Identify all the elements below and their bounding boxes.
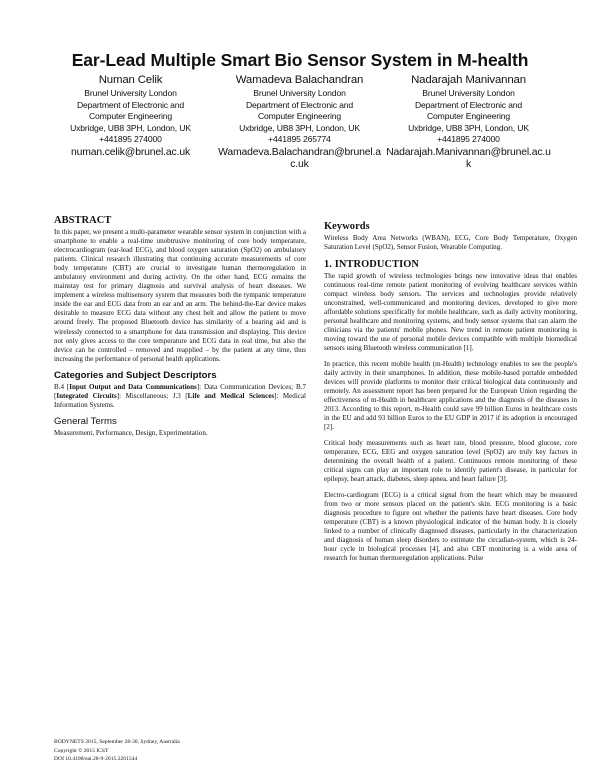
categories-part: ]: Data Communication Devices; B.7 [ bbox=[54, 382, 307, 400]
introduction-heading: 1. INTRODUCTION bbox=[324, 259, 420, 271]
author-university: Brunel University London bbox=[253, 88, 346, 98]
author-3 bbox=[384, 73, 553, 171]
intro-paragraph: Electro-cardiogram (ECG) is a critical signal from the heart which may be measured from two or more sensors placed on the patient's skin. ECG monitoring is a basic diagnosis procedure to figure out whether the patients have heart diseases. Core body temperature (CBT) is a known physiological indicator of the human body. It is closely linked to a number of clinically diagnosed diseases, particularly in the characterization and diagnosis of human sleep disorders to estimate the circadian-system, which is 24-hour cycle in biological processes [4], and also CBT monitoring is a wide area of research for human thermoregulation applications. Pulse bbox=[324, 490, 577, 562]
paper-title: Ear-Lead Multiple Smart Bio Sensor System in M-health bbox=[71, 50, 529, 70]
author-department: Department of Electronic and bbox=[76, 99, 185, 110]
author-1 bbox=[46, 73, 215, 171]
categories-text bbox=[54, 383, 306, 410]
categories-part-bold: Integrated Circuits bbox=[56, 391, 117, 400]
categories-part-bold: Life and Medical Sciences bbox=[187, 391, 275, 400]
author-name: Numan Celik bbox=[98, 74, 163, 86]
author-phone: +441895 274000 bbox=[437, 134, 500, 145]
author-department: Computer Engineering bbox=[427, 111, 510, 122]
categories-heading: Categories and Subject Descriptors bbox=[54, 369, 217, 381]
author-name: Wamadeva Balachandran bbox=[235, 74, 364, 86]
author-address: Uxbridge, UB8 3PH, London, UK bbox=[408, 122, 529, 133]
copyright-footer bbox=[54, 738, 314, 764]
doi-line: DOI 10.4108/eai.28-9-2015.2261544 bbox=[54, 756, 138, 763]
general-terms-text: Measurement, Performance, Design, Experimentation. bbox=[54, 428, 208, 437]
author-name: Nadarajah Manivannan bbox=[411, 74, 526, 86]
abstract-text: In this paper, we present a multi-parameter wearable sensor system in conjunction with a smartphone to enable a real-time unobtrusive monitoring of core body temperature, electrocardiogram (ear-lead ECG), and blood oxygen saturation (SpO2) on ambulatory patients. Clinical research illustrating that continuing accurate measurements of core body temperature (CBT) are crucial to investigate human thermoregulation in ambulatory environment and during activity. On the other hand, ECG remains the mainstay test for primary diagnosis and survival analysis of heart diseases. We implement a wireless multisensory system that measures both the tympanic temperature inside the ear and ECG data from an ear and an arm. The behind-the-Ear device makes desirable to measure ECG data without any chest belt and allow the patient to move around freely. The proposed Bluetooth device has similarity of a hearing aid and is wirelessly connected to a smartphone for data transmission and displaying. This device not only gives access to the core temperature and ECG data in real time, but also the device can be controlled – removed and reapplied – by the patient at any time, thus increasing the performance of personal health applications. bbox=[54, 228, 306, 363]
general-terms-heading: General Terms bbox=[54, 415, 117, 427]
author-email: numan.celik@brunel.ac.uk bbox=[71, 146, 190, 158]
left-column bbox=[54, 215, 306, 444]
copyright-line: Copyright © 2015 ICST bbox=[54, 747, 109, 754]
keywords-heading: Keywords bbox=[324, 221, 370, 232]
author-phone: +441895 265774 bbox=[268, 134, 331, 145]
author-email: Wamadeva.Balachandran@brunel.ac.uk bbox=[218, 146, 381, 171]
author-address: Uxbridge, UB8 3PH, London, UK bbox=[70, 122, 191, 133]
intro-paragraph: In practice, this recent mobile health (m-Health) technology enables to see the people's daily activity in their smartphones. In addition, these mobile-based portable embedded devices will provide platforms to monitor their critical biological data continuously and remotely. An assessment report has been prepared for the European Union regarding the effectiveness of m-Health in healthcare applications and the diagnosis of the diseases in 2013. According to this report, m-Health could save 99 billion Euros in healthcare costs in the EU and add 93 billion Euros to the EU GDP in 2017 if its adoption is encouraged [2]. bbox=[324, 360, 577, 432]
author-university: Brunel University London bbox=[422, 88, 515, 98]
author-university: Brunel University London bbox=[84, 88, 177, 98]
keywords-text: Wireless Body Area Networks (WBAN), ECG, Core Body Temperature, Oxygen Saturation Level (SpO2), Sensor Fusion, Wearable Computing. bbox=[324, 234, 577, 252]
intro-paragraph: Critical body measurements such as heart rate, blood pressure, blood glucose, core temperature, ECG, EEG and oxygen saturation level (SpO2) are truly key factors in determining the overall health of a patient. Continuous remote monitoring of these critical signs can play an important role to identify patient's disease, in particular for epilepsy, heart attack, diabetes, sleep apnea, and heart failure [3]. bbox=[324, 438, 577, 484]
abstract-heading: ABSTRACT bbox=[54, 215, 112, 226]
author-block bbox=[46, 73, 554, 171]
intro-paragraph: The rapid growth of wireless technologies brings new innovative ideas that enables continuous real-time remote patient monitoring of evolving healthcare services within compact wireless body sensors. The services and technologies provide relatively unconstrained, well-communicated and monitoring devices, developed to give more affordable solutions specifically for mobile healthcare, such as daily activity monitoring, personal healthcare and monitoring systems, and body sensor systems that can alarm the clinicians via the patients' mobile phones. New trend in remote patient monitoring is moving toward the use of personal mobile devices compatible with multiple biomedical sensors using Bluetooth wireless communication [1]. bbox=[324, 272, 577, 353]
categories-part: ]: Medical Information Systems. bbox=[54, 391, 306, 409]
author-department: Computer Engineering bbox=[258, 111, 341, 122]
author-email: Nadarajah.Manivannan@brunel.ac.uk bbox=[386, 146, 551, 171]
author-address: Uxbridge, UB8 3PH, London, UK bbox=[239, 122, 360, 133]
author-2 bbox=[215, 73, 384, 171]
author-phone: +441895 274000 bbox=[99, 134, 162, 145]
categories-part-bold: Input Output and Data Communications bbox=[69, 382, 197, 391]
categories-part: ]: Miscellaneous; J.3 [ bbox=[116, 391, 188, 400]
conference-line: BODYNETS 2015, September 28-30, Sydney, Australia bbox=[54, 739, 180, 745]
categories-part: B.4 [ bbox=[54, 382, 70, 391]
author-department: Department of Electronic and bbox=[245, 99, 354, 110]
author-department: Department of Electronic and bbox=[414, 99, 523, 110]
right-column bbox=[324, 221, 577, 570]
author-department: Computer Engineering bbox=[89, 111, 172, 122]
